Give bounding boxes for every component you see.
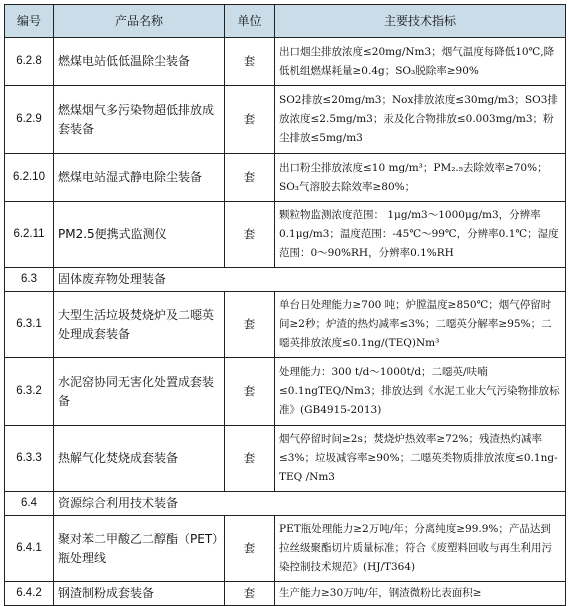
item-name: 燃煤电站低低温除尘装备 [54,38,225,86]
item-spec: PET瓶处理能力≥2万吨/年；分离纯度≥99.9%；产品达到拉丝级聚酯切片质量标准；符合《废塑料回收与再生利用污染控制技术规范》(HJ/T364) [275,516,566,582]
item-spec: 出口烟尘排放浓度≤20mg/Nm3；烟气温度每降低10℃,降低机组燃煤耗量≥0.4g；SO₃脱除率≥90% [275,38,566,86]
item-name: 水泥窑协同无害化处置成套装备 [54,358,225,426]
item-name: PM2.5便携式监测仪 [54,202,225,268]
item-name: 燃煤电站湿式静电除尘装备 [54,154,225,202]
section-row [5,268,566,292]
item-spec: 烟气停留时间≥2s；焚烧炉热效率≥72%；残渣热灼减率≤3%；垃圾减容率≥90%；二噁英类物质排放浓度≤0.1ng-TEQ /Nm3 [275,426,566,492]
item-code: 6.2.10 [5,154,54,202]
table-row [5,154,566,202]
item-spec: SO2排放≤20mg/m3；Nox排放浓度≤30mg/m3；SO3排放浓度≤2.5mg/m3；汞及化合物排放≤0.003mg/m3；粉尘排放≤5mg/m3 [275,86,566,154]
section-title: 固体废弃物处理装备 [54,268,566,292]
table-row [5,86,566,154]
item-unit: 套 [225,86,275,154]
table-row [5,358,566,426]
table-row [5,516,566,582]
item-code: 6.2.11 [5,202,54,268]
item-code: 6.2.9 [5,86,54,154]
item-code: 6.3.1 [5,292,54,358]
item-spec: 生产能力≥30万吨/年，钢渣微粉比表面积≥ [275,582,566,606]
section-row [5,492,566,516]
section-title: 资源综合利用技术装备 [54,492,566,516]
section-code: 6.3 [5,268,54,292]
item-name: 钢渣制粉成套装备 [54,582,225,606]
item-code: 6.4.1 [5,516,54,582]
item-unit: 套 [225,202,275,268]
section-code: 6.4 [5,492,54,516]
item-unit: 套 [225,426,275,492]
table-row [5,38,566,86]
item-code: 6.3.3 [5,426,54,492]
item-name: 大型生活垃圾焚烧炉及二噁英处理成套装备 [54,292,225,358]
item-spec: 颗粒物监测浓度范围： 1μg/m3～1000μg/m3，分辨率0.1μg/m3；温度范围：-45℃～99℃，分辨率0.1℃；湿度范围：0～90%RH，分辨率0.1%RH [275,202,566,268]
item-spec: 单台日处理能力≥700 吨；炉膛温度≥850℃；烟气停留时间≥2秒；炉渣的热灼减率≤3%；二噁英分解率≥95%；二噁英排放浓度≤0.1ng/(TEQ)Nm³ [275,292,566,358]
table-row [5,292,566,358]
item-unit: 套 [225,292,275,358]
table-row [5,426,566,492]
item-name: 聚对苯二甲酸乙二醇酯（PET）瓶处理线 [54,516,225,582]
item-name: 燃煤烟气多污染物超低排放成套装备 [54,86,225,154]
spec-table [4,4,566,606]
item-unit: 套 [225,516,275,582]
item-code: 6.4.2 [5,582,54,606]
item-unit: 套 [225,582,275,606]
table-header-row [5,5,566,38]
table-row [5,582,566,606]
item-unit: 套 [225,358,275,426]
table-row [5,202,566,268]
item-spec: 出口粉尘排放浓度≤10 mg/m³；PM₂.₅去除效率≥70%；SO₃气溶胶去除效率≥80%； [275,154,566,202]
header-code: 编号 [5,5,54,38]
item-spec: 处理能力：300 t/d～1000t/d；二噁英/呋喃 ≤0.1ngTEQ/Nm3；排放达到《水泥工业大气污染物排放标准》(GB4915-2013) [275,358,566,426]
item-code: 6.2.8 [5,38,54,86]
header-spec: 主要技术指标 [275,5,566,38]
header-unit: 单位 [225,5,275,38]
item-unit: 套 [225,154,275,202]
item-code: 6.3.2 [5,358,54,426]
item-unit: 套 [225,38,275,86]
item-name: 热解气化焚烧成套装备 [54,426,225,492]
header-name: 产品名称 [54,5,225,38]
